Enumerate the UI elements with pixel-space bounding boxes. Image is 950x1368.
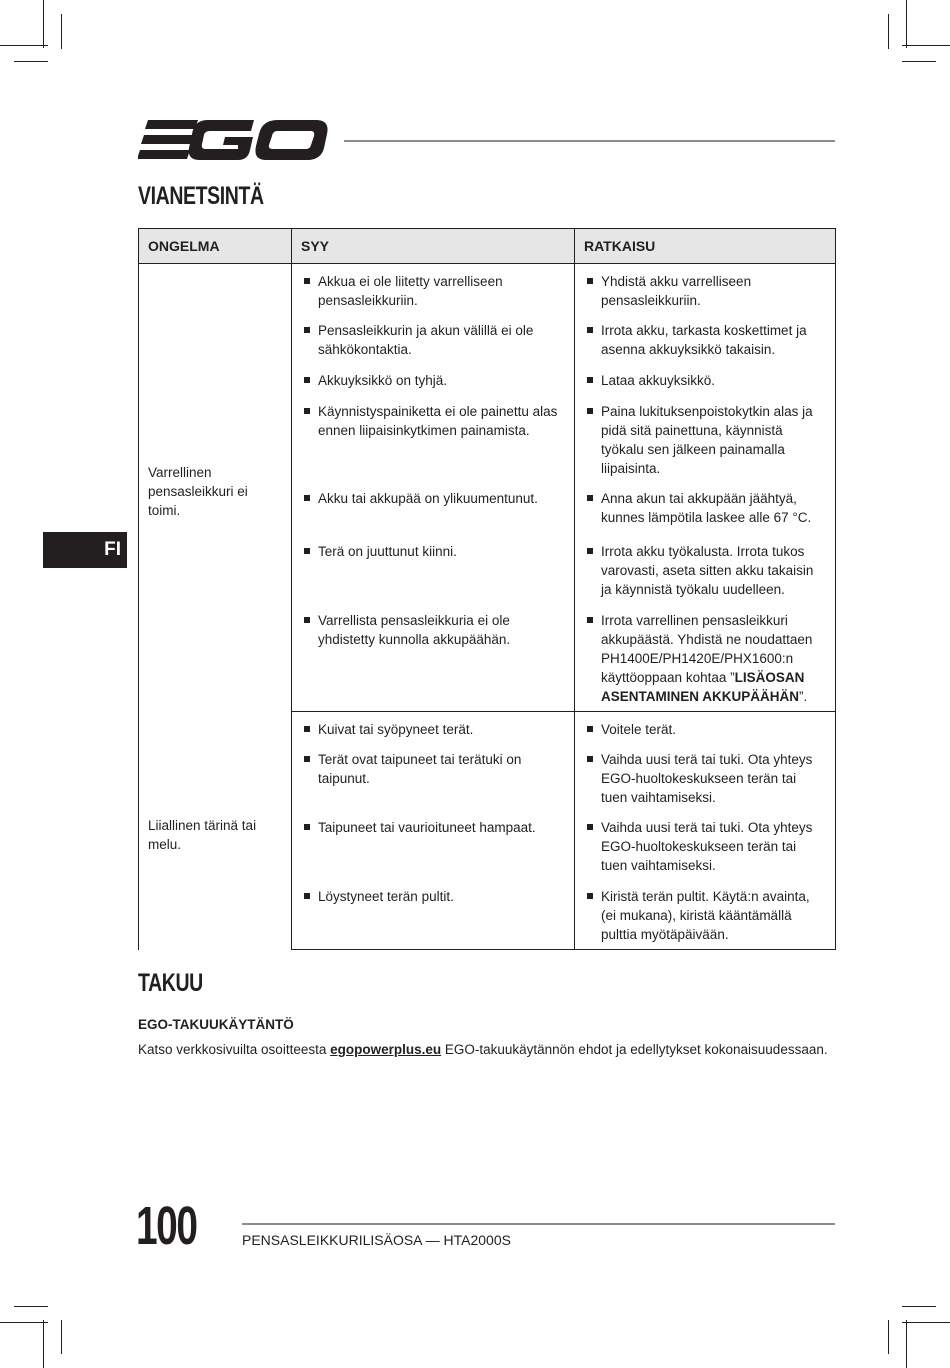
solution-text: Irrota varrellinen pensasleikkuri akkupäästä. Yhdistä ne noudattaen PH1400E/PH1420E/PHX1600:n käyttöoppaan kohtaa ” (601, 613, 813, 685)
cause-item: Akkuyksikkö on tyhjä. (301, 371, 565, 390)
crop-mark (0, 1322, 48, 1323)
solution-text: ”. (799, 689, 808, 704)
crop-mark (902, 1306, 936, 1307)
crop-mark (61, 1320, 62, 1354)
crop-mark (43, 0, 44, 48)
solution-item: Paina lukituksenpoistokytkin alas ja pidä sitä painettuna, käynnistä työkalu sen jälkeen painamalla liipaisinta. (584, 402, 826, 478)
solution-item: Lataa akkuyksikkö. (584, 371, 826, 390)
header-problem: ONGELMA (139, 229, 292, 264)
solution-item: Anna akun tai akkupään jäähtyä, kunnes lämpötila laskee alle 67 °C. (584, 489, 826, 527)
solution-item: Irrota akku työkalusta. Irrota tukos varovasti, aseta sitten akku takaisin ja käynnistä työkalu uudelleen. (584, 542, 826, 599)
cause-item: Varrellista pensasleikkuria ei ole yhdistetty kunnolla akkupäähän. (301, 611, 565, 649)
crop-mark (902, 61, 936, 62)
header-solution: RATKAISU (575, 229, 836, 264)
problem-cell: Liiallinen tärinä tai melu. (139, 712, 292, 950)
footer-rule (242, 1223, 835, 1225)
header-cause: SYY (292, 229, 575, 264)
website-link[interactable]: egopowerplus.eu (330, 1042, 442, 1057)
cause-item: Terät ovat taipuneet tai terätuki on taipunut. (301, 750, 565, 788)
crop-mark (906, 1320, 907, 1368)
page-number: 100 (136, 1196, 197, 1256)
warranty-paragraph (138, 1042, 828, 1057)
cause-item: Löystyneet terän pultit. (301, 887, 565, 906)
language-tab (43, 532, 127, 568)
crop-mark (902, 45, 950, 46)
table-header-row (139, 229, 836, 264)
section-title-warranty: TAKUU (138, 969, 203, 997)
header-rule (344, 140, 835, 142)
ego-logo (138, 118, 328, 162)
solution-item (584, 611, 826, 706)
crop-mark (0, 45, 48, 46)
warranty-subtitle: EGO-TAKUUKÄYTÄNTÖ (138, 1017, 294, 1032)
warranty-text: EGO-takuukäytännön ehdot ja edellytykset kokonaisuudessaan. (441, 1042, 828, 1057)
cause-item: Pensasleikkurin ja akun välillä ei ole sähkökontaktia. (301, 321, 565, 359)
solution-item: Vaihda uusi terä tai tuki. Ota yhteys EGO-huoltokeskukseen terän tai tuen vaihtamiseksi. (584, 818, 826, 875)
cause-item: Käynnistyspainiketta ei ole painettu alas ennen liipaisinkytkimen painamista. (301, 402, 565, 440)
cause-item: Kuivat tai syöpyneet terät. (301, 720, 565, 739)
cause-item: Taipuneet tai vaurioituneet hampaat. (301, 818, 565, 837)
cause-item: Akku tai akkupää on ylikuumentunut. (301, 489, 565, 508)
solution-item: Kiristä terän pultit. Käytä:n avainta, (ei mukana), kiristä kääntämällä pulttia myötäpäivään. (584, 887, 826, 944)
crop-mark (14, 1306, 48, 1307)
language-code: FI (104, 539, 121, 560)
crop-mark (906, 0, 907, 48)
cause-item: Akkua ei ole liitetty varrelliseen pensasleikkuriin. (301, 272, 565, 310)
crop-mark (888, 1320, 889, 1354)
solution-item: Vaihda uusi terä tai tuki. Ota yhteys EGO-huoltokeskukseen terän tai tuen vaihtamiseksi. (584, 750, 826, 807)
troubleshooting-table (138, 228, 836, 950)
solution-item: Irrota akku, tarkasta koskettimet ja asenna akkuyksikkö takaisin. (584, 321, 826, 359)
solution-bold-ref: LISÄOSAN ASENTAMINEN AKKUPÄÄHÄN (601, 670, 805, 704)
crop-mark (888, 14, 889, 49)
section-title-troubleshooting: VIANETSINTÄ (138, 182, 264, 210)
cause-item: Terä on juuttunut kiinni. (301, 542, 565, 561)
crop-mark (14, 61, 48, 62)
crop-mark (902, 1322, 950, 1323)
solution-item: Voitele terät. (584, 720, 826, 739)
problem-cell: Varrellinen pensasleikkuri ei toimi. (139, 264, 292, 712)
footer-product: PENSASLEIKKURILISÄOSA — HTA2000S (242, 1232, 511, 1248)
solution-item: Yhdistä akku varrelliseen pensasleikkuriin. (584, 272, 826, 310)
warranty-text: Katso verkkosivuilta osoitteesta (138, 1042, 331, 1057)
table-row (139, 264, 836, 316)
table-row (139, 712, 836, 745)
crop-mark (43, 1320, 44, 1368)
crop-mark (61, 14, 62, 49)
